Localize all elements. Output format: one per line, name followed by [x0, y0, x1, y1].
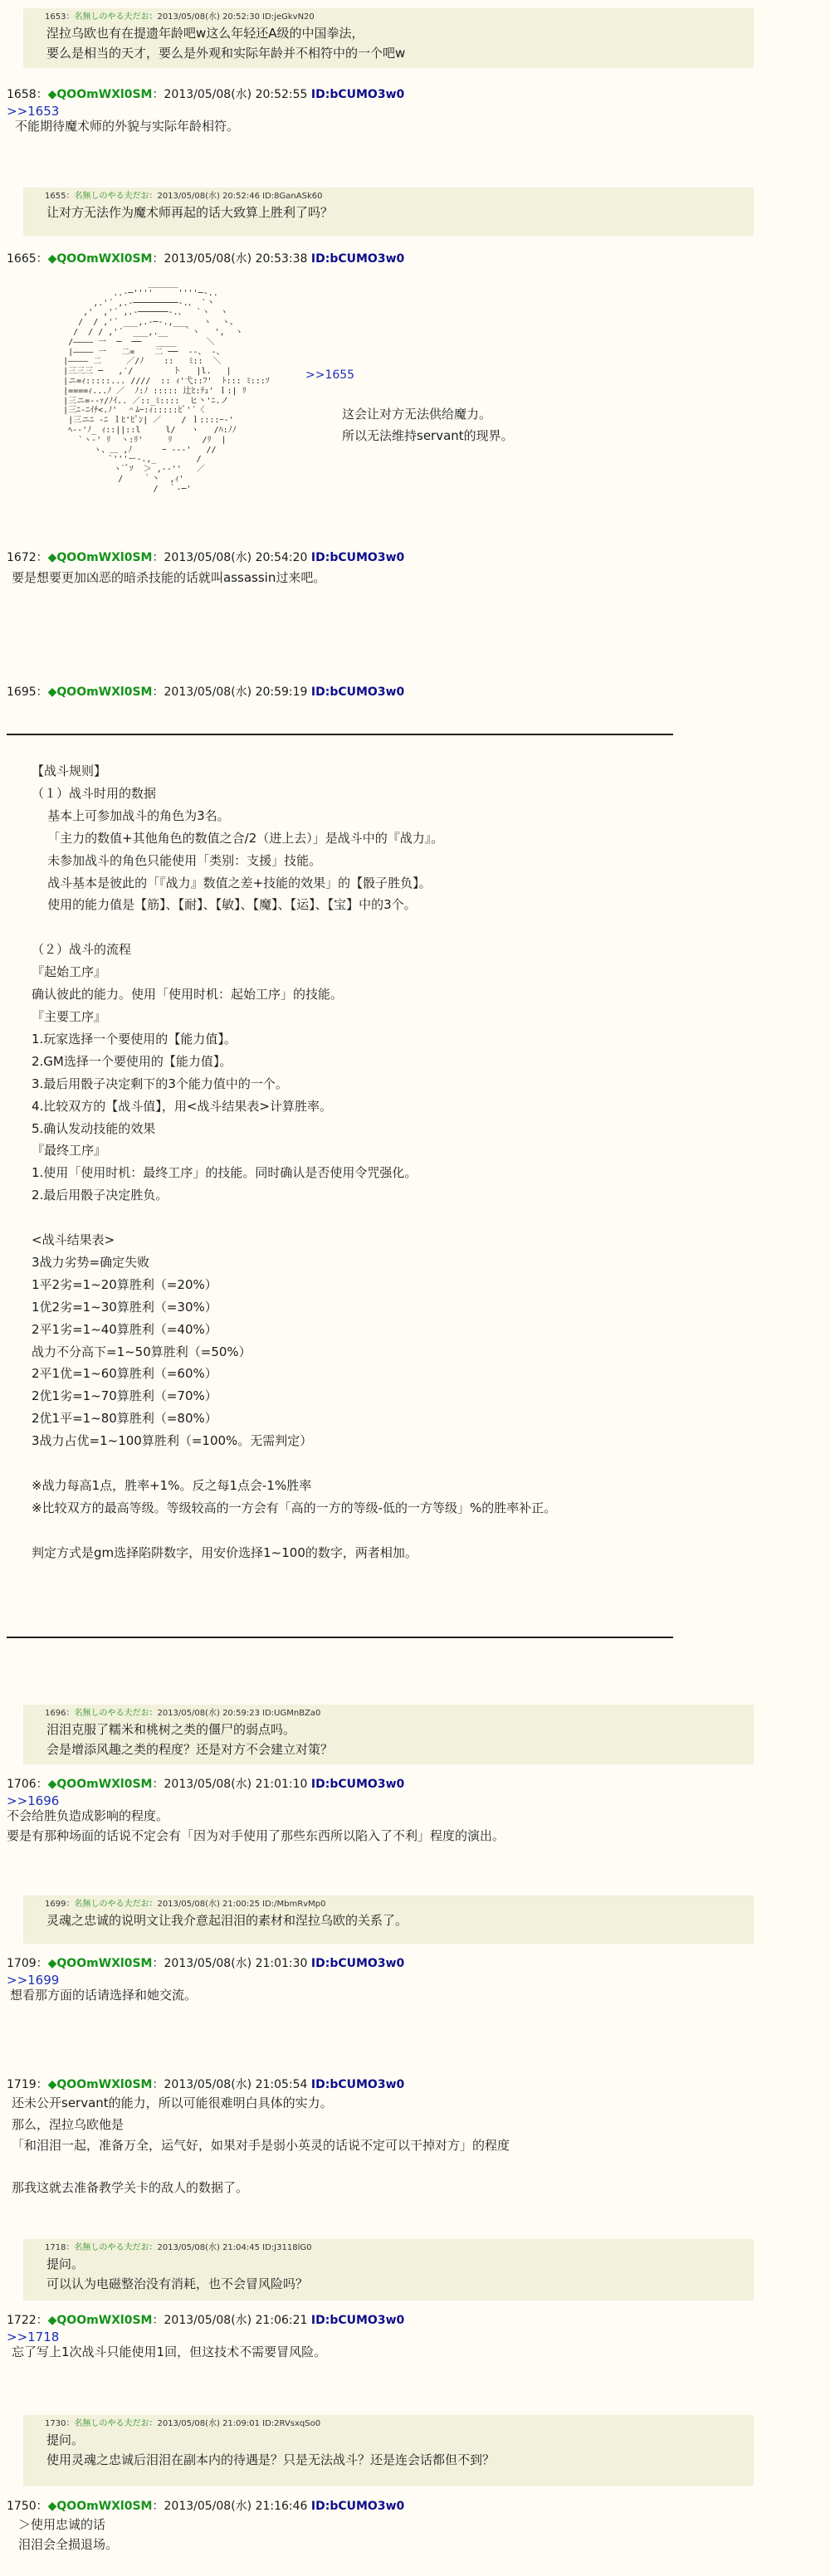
- ascii-art: ______ ..-─'''' ''''─-.. ,.'´ ,.-─────────-.、 `丶 ,' ,'´ ,.-──────-.、 `ヽ ヽ / / ,'´ ___,.-─-.,___ ヽ ヽ、 / / / ,'´ ___,.__ ｀ヽ ', ヽ /———— 一 ─ ── ____ ＼ |———— 一 二= 二 ── ‐-、 ‐、 |———— 二 ／/ﾉ :: ﾐ:: ＼ |三三三 ─ ,′/ ト |l. | |ニ=ｨ:::::... //// :: ｨ'弋::ﾌ' ﾄ::: ﾐ:::ｿ |====ｨ...ﾉ ／ ﾉ:ﾉ ::::: 辻ﾋ:ﾃｭ' ｌ:| ﾘ |三ニ=-‐ｧ/ﾉｲ.. ／::_ﾐ:::: ヒ丶'ﾆ.ノ |三ﾆ-ﾆｲﾁ<.ﾉ' ＾ﾑｰ:ｨ:::::ﾋﾞ'´〈 |三ニﾆ -ﾆ ｌﾋ'ﾋﾟﾝ| ／ / ｌ::::ｰ-' ﾍ-‐'ﾉ_ ｨ::||::l l/ ヽ /ﾊ:ﾉﾉ `ヽ-' ﾘ ヽ:ﾘ' ﾘ /ﾘ | ヽ、＿ ,ﾉ ｰ -‐-' // `'''ー-.,_ / ヽ`ﾞｿ ＞ ,-‐'' ／ / ｀丶 ,ｨ' / ｀-─': [63, 279, 270, 494]
- caption-line: 这会让对方无法供给魔力。: [342, 407, 492, 422]
- quoted-line: 灵魂之忠诚的说明文让我介意起泪泪的素材和涅拉乌欧的关系了。: [46, 1913, 408, 1928]
- post-body: 不能期待魔术师的外貌与实际年龄相符。: [15, 119, 240, 134]
- reply-anchor-link[interactable]: >>1718: [7, 2330, 60, 2344]
- quoted-line: 泪泪克服了糯米和桃树之类的僵尸的弱点吗。: [46, 1722, 296, 1737]
- poster-id[interactable]: ID:bCUMO3w0: [310, 1957, 405, 1970]
- quoted-post: [23, 2415, 754, 2486]
- post-header: 1658：◆QOOmWXl0SM：2013/05/08(水) 20:52:55 ID:bCUMO3w0: [7, 88, 405, 101]
- tripcode: ◆QOOmWXl0SM: [47, 685, 153, 699]
- quoted-post: [23, 2239, 754, 2300]
- poster-id[interactable]: ID:bCUMO3w0: [310, 2500, 405, 2513]
- post-body: 不会给胜负造成影响的程度。 要是有那种场面的话说不定会有「因为对手使用了那些东西所以陷入了不利」程度的演出。: [7, 1808, 505, 1843]
- post-body: 忘了写上1次战斗只能使用1回，但这技术不需要冒风险。: [12, 2344, 327, 2359]
- quoted-line: 提问。: [46, 2256, 85, 2271]
- reply-anchor-link[interactable]: >>1655: [305, 368, 355, 382]
- post-header: 1695：◆QOOmWXl0SM：2013/05/08(水) 20:59:19 ID:bCUMO3w0: [7, 685, 405, 699]
- poster-id[interactable]: ID:bCUMO3w0: [310, 551, 405, 564]
- divider: [7, 1637, 673, 1638]
- post-header: 1750：◆QOOmWXl0SM：2013/05/08(水) 21:16:46 ID:bCUMO3w0: [7, 2500, 405, 2513]
- quoted-line: 使用灵魂之忠诚后泪泪在副本内的待遇是？只是无法战斗？还是连会话都但不到？: [46, 2452, 496, 2467]
- quoted-post-header: 1718：名無しのやる夫だお：2013/05/08(水) 21:04:45 ID:J3118lG0: [45, 2243, 312, 2252]
- poster-id[interactable]: ID:bCUMO3w0: [310, 685, 405, 699]
- poster-id[interactable]: ID:bCUMO3w0: [310, 88, 405, 101]
- tripcode: ◆QOOmWXl0SM: [47, 551, 153, 564]
- post-header: 1665：◆QOOmWXl0SM：2013/05/08(水) 20:53:38 ID:bCUMO3w0: [7, 252, 405, 266]
- quoted-post-header: 1653：名無しのやる夫だお：2013/05/08(水) 20:52:30 ID:jeGkvN20: [45, 12, 315, 22]
- post-header: 1722：◆QOOmWXl0SM：2013/05/08(水) 21:06:21 ID:bCUMO3w0: [7, 2314, 405, 2327]
- reply-anchor-link[interactable]: >>1696: [7, 1793, 60, 1808]
- post-body: 要是想要更加凶恶的暗杀技能的话就叫assassin过来吧。: [12, 570, 326, 585]
- quoted-post-header: 1699：名無しのやる夫だお：2013/05/08(水) 21:00:25 ID:/MbmRvMp0: [45, 1900, 326, 1909]
- quoted-line: 会是增添风趣之类的程度？还是对方不会建立对策？: [46, 1742, 334, 1757]
- reply-anchor-link[interactable]: >>1653: [7, 104, 60, 119]
- tripcode: ◆QOOmWXl0SM: [47, 252, 153, 266]
- tripcode: ◆QOOmWXl0SM: [47, 2500, 153, 2513]
- tripcode: ◆QOOmWXl0SM: [47, 88, 153, 101]
- post-header: 1706：◆QOOmWXl0SM：2013/05/08(水) 21:01:10 ID:bCUMO3w0: [7, 1778, 405, 1791]
- post-header: 1709：◆QOOmWXl0SM：2013/05/08(水) 21:01:30 ID:bCUMO3w0: [7, 1957, 405, 1970]
- quoted-post: [23, 1705, 754, 1764]
- poster-id[interactable]: ID:bCUMO3w0: [310, 2078, 405, 2091]
- tripcode: ◆QOOmWXl0SM: [47, 2314, 153, 2327]
- quoted-line: 要么是相当的天才，要么是外观和实际年龄并不相符中的一个吧w: [46, 46, 406, 61]
- tripcode: ◆QOOmWXl0SM: [47, 1778, 153, 1791]
- divider: [7, 734, 673, 735]
- poster-id[interactable]: ID:bCUMO3w0: [310, 2314, 405, 2327]
- quoted-post: [23, 188, 754, 236]
- quoted-post-header: 1696：名無しのやる夫だお：2013/05/08(水) 20:59:23 ID:UGMnBZa0: [45, 1709, 321, 1718]
- quoted-post: [23, 1895, 754, 1944]
- quoted-post-header: 1655：名無しのやる夫だお：2013/05/08(水) 20:52:46 ID:8GanASk60: [45, 192, 323, 201]
- caption-line: 所以无法维持servant的现界。: [342, 428, 514, 443]
- poster-id[interactable]: ID:bCUMO3w0: [310, 252, 405, 266]
- tripcode: ◆QOOmWXl0SM: [47, 1957, 153, 1970]
- post-body: 想看那方面的话请选择和她交流。: [10, 1988, 198, 2003]
- quoted-line: 可以认为电磁整治没有消耗，也不会冒风险吗？: [46, 2276, 309, 2291]
- poster-id[interactable]: ID:bCUMO3w0: [310, 1778, 405, 1791]
- post-header: 1672：◆QOOmWXl0SM：2013/05/08(水) 20:54:20 ID:bCUMO3w0: [7, 551, 405, 564]
- post-header: 1719：◆QOOmWXl0SM：2013/05/08(水) 21:05:54 ID:bCUMO3w0: [7, 2078, 405, 2091]
- quoted-line: 提问。: [46, 2432, 85, 2447]
- ascii-art-caption: [342, 403, 514, 446]
- quoted-post-header: 1730：名無しのやる夫だお：2013/05/08(水) 21:09:01 ID:2RVsxqSo0: [45, 2419, 321, 2428]
- quoted-line: 涅拉乌欧也有在提遗年龄吧w这么年轻还A级的中国拳法，: [46, 26, 364, 41]
- post-body: 还未公开servant的能力，所以可能很难明白具体的实力。 那么，涅拉乌欧他是 「和泪泪一起，准备万全，运气好，如果对手是弱小英灵的话说不定可以干掉对方」的程度 那我这就去准备教学关卡的敌人的数据了。: [12, 2095, 510, 2195]
- post-body: ＞使用忠诚的话 泪泪会全损退场。: [18, 2517, 119, 2552]
- quoted-line: 让对方无法作为魔术师再起的话大致算上胜利了吗？: [46, 205, 334, 220]
- reply-anchor-link[interactable]: >>1699: [7, 1973, 60, 1988]
- battle-rules: 【战斗规则】 （１）战斗时用的数据 基本上可参加战斗的角色为3名。 「主力的数值+其他角色的数值之合/2（进上去）」是战斗中的『战力』。 未参加战斗的角色只能使用「类别：支援」技能。 战斗基本是彼此的「『战力』数值之差+技能的效果」的【骰子胜负】。 使用的能力值是【筋】、【耐】、【敏】、【魔】、【运】、【宝】中的3个。 （２）战斗的流程 『起始工序』 确认彼此的能力。使用「使用时机：起始工序」的技能。 『主要工序』 1.玩家选择一个要使用的【能力值】。 2.GM选择一个要使用的【能力值】。 3.最后用骰子决定剩下的3个能力值中的一个。 4.比较双方的【战斗值】，用<战斗结果表>计算胜率。 5.确认发动技能的效果 『最终工序』 1.使用「使用时机：最终工序」的技能。同时确认是否使用令咒强化。 2.最后用骰子决定胜负。 <战斗结果表> 3战力劣势=确定失败 1平2劣=1~20算胜利（=20%） 1优2劣=1~30算胜利（=30%） 2平1劣=1~40算胜利（=40%） 战力不分高下=1~50算胜利（=50%） 2平1优=1~60算胜利（=60%） 2优1劣=1~70算胜利（=70%） 2优1平=1~80算胜利（=80%） 3战力占优=1~100算胜利（=100%。无需判定） ※战力每高1点，胜率+1%。反之每1点会-1%胜率 ※比较双方的最高等级。等级较高的一方会有「高的一方的等级-低的一方等级」%的胜率补正。 判定方式是gm选择陷阱数字，用安价选择1~100的数字，两者相加。: [32, 764, 557, 1560]
- tripcode: ◆QOOmWXl0SM: [47, 2078, 153, 2091]
- quoted-post: [23, 8, 754, 68]
